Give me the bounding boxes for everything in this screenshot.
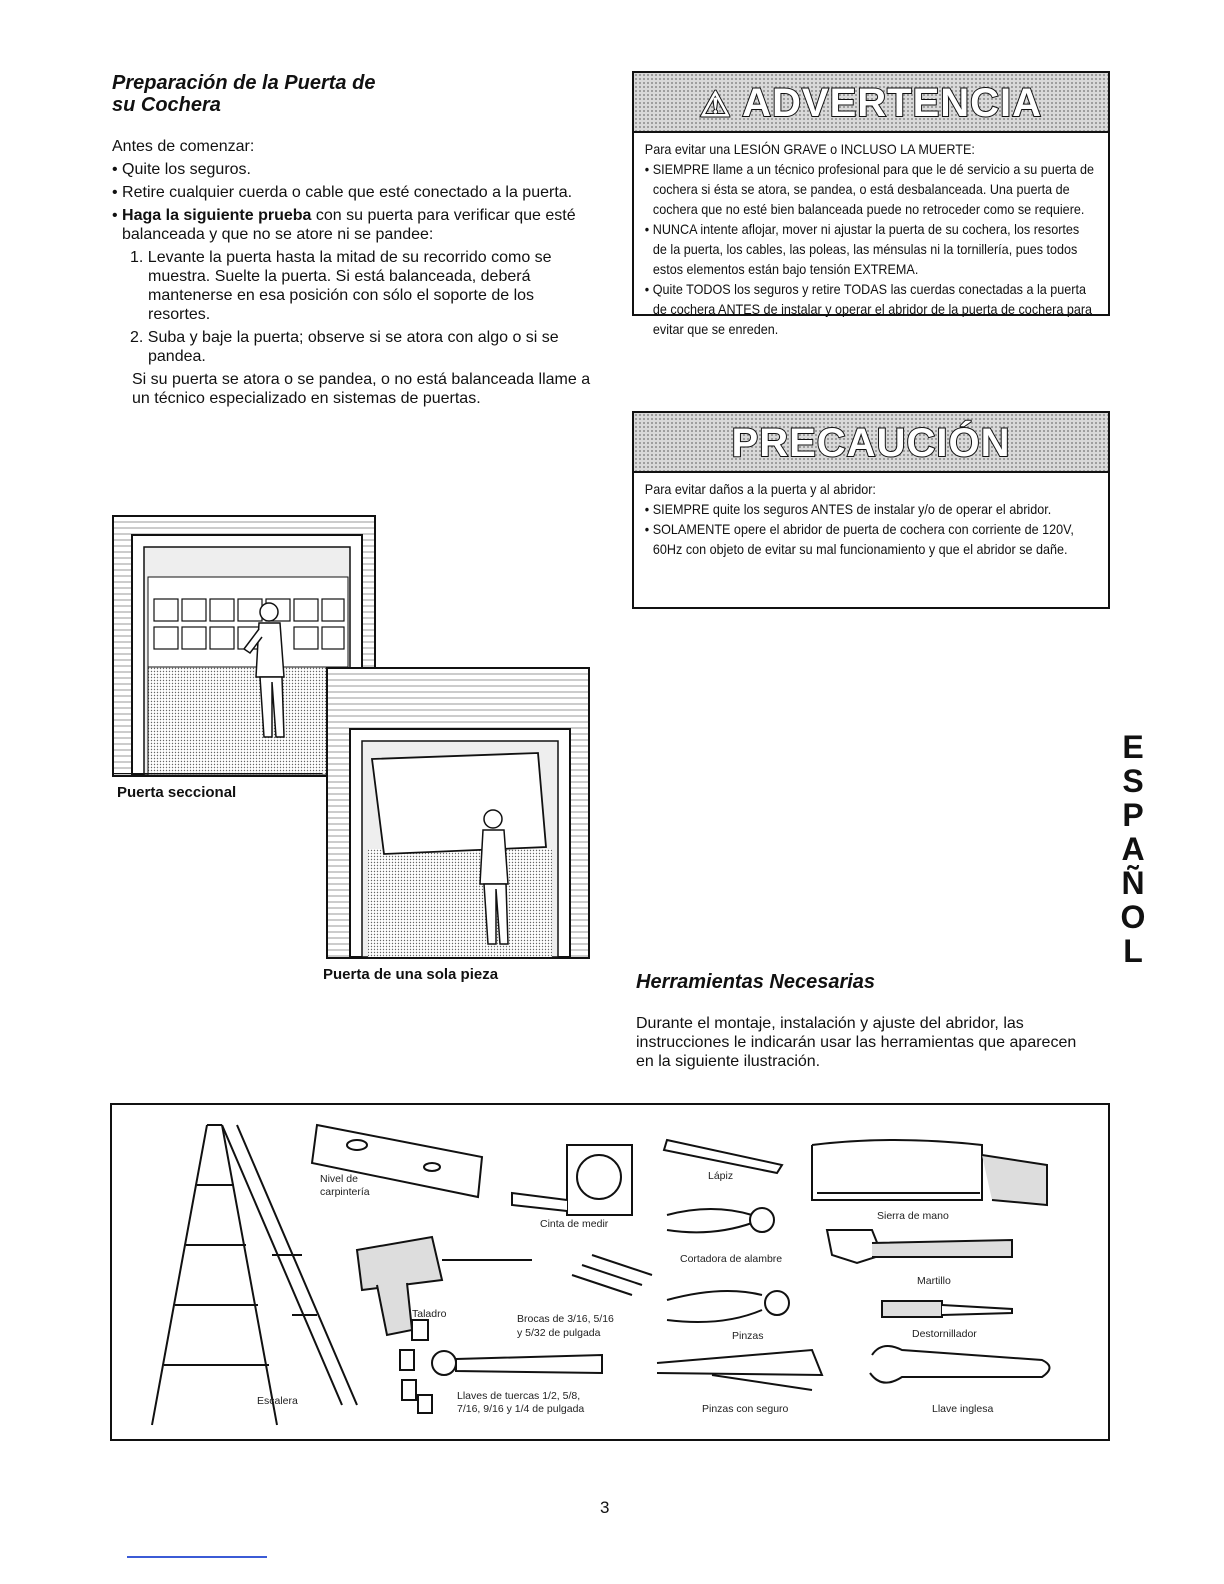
- caption-sectional: Puerta seccional: [117, 784, 237, 801]
- warning-text: [634, 133, 1104, 347]
- caution-text: [634, 473, 1104, 567]
- bullet-text: Quite los seguros.: [122, 161, 251, 178]
- caution-item: • SIEMPRE quite los seguros ANTES de instalar y/o de operar el abridor.: [644, 501, 1052, 517]
- label-drill: Taladro: [412, 1308, 447, 1320]
- one-piece-door-drawing: [328, 669, 588, 957]
- tools-drawing: [112, 1105, 1108, 1439]
- caution-item: • SOLAMENTE opere el abridor de puerta de cochera con corriente de 120V, 60Hz con objeto de evitar su mal funcionamiento y que el abridor se dañe.: [644, 521, 1074, 557]
- label-sockets-2: 7/16, 9/16 y 1/4 de pulgada: [457, 1403, 585, 1415]
- caution-banner: [634, 413, 1108, 473]
- label-sockets-1: Llaves de tuercas 1/2, 5/8,: [457, 1390, 581, 1402]
- heading-line-2: su Cochera: [112, 94, 221, 116]
- warning-banner: [634, 73, 1108, 133]
- warning-intro: Para evitar una LESIÓN GRAVE o INCLUSO LA MUERTE:: [644, 141, 975, 157]
- footer-rule: [127, 1556, 267, 1558]
- bullet-text: con su puerta para verificar que esté balanceada y que no se atore ni se pandee:: [122, 207, 576, 243]
- tools-intro: Durante el montaje, instalación y ajuste del abridor, las instrucciones le indicarán usar las herramientas que aparecen en la siguiente ilustración.: [636, 1015, 1077, 1070]
- bullet-text: Retire cualquier cuerda o cable que esté conectado a la puerta.: [122, 184, 573, 201]
- label-bits-1: Brocas de 3/16, 5/16: [517, 1313, 614, 1325]
- language-tab: [1113, 730, 1153, 968]
- tab-letter: L: [1123, 933, 1143, 969]
- tab-letter: O: [1120, 899, 1146, 935]
- warning-item-text: Quite TODOS los seguros y retire TODAS las cuerdas conectadas a la puerta de cochera ANTES de instalar y operar el abridor de la puerta de cochera para evitar que se enreden.: [652, 281, 1093, 337]
- label-bits-2: y 5/32 de pulgada: [517, 1327, 601, 1339]
- tab-letter: S: [1122, 763, 1144, 799]
- after-steps-text: Si su puerta se atora o se pandea, o no está balanceada llame a un técnico especializado en sistemas de puertas.: [132, 371, 591, 407]
- one-piece-door-illustration: [326, 667, 590, 959]
- tab-letter: E: [1122, 729, 1144, 765]
- step-2: 2. Suba y baje la puerta; observe si se atora con algo o si se pandea.: [130, 329, 559, 365]
- warning-item-text: NUNCA intente aflojar, mover ni ajustar la puerta de su cochera, los resortes de la puerta, los cables, las poleas, las ménsulas ni la tornillería, pues todos estos elementos están bajo tensión EXTREMA.: [652, 221, 1080, 277]
- bullet-test: • Haga la siguiente prueba con su puerta para verificar que esté balanceada y que no se atore ni se pandee:: [112, 207, 576, 243]
- tab-letter: A: [1121, 831, 1145, 867]
- warning-item: • NUNCA intente aflojar, mover ni ajustar la puerta de su cochera, los resortes de la puerta, los cables, las poleas, las ménsulas ni la tornillería, pues todos estos elementos están bajo tensión EXTREMA.: [644, 221, 1080, 277]
- warning-item: • SIEMPRE llame a un técnico profesional para que le dé servicio a su puerta de cochera si ésta se atora, se pandea, o está desbalanceada. Una puerta de cochera que no esté bien balanceada puede no retroceder como se requiere.: [644, 161, 1094, 217]
- tools-illustration: [110, 1103, 1110, 1441]
- label-hammer: Martillo: [917, 1275, 951, 1287]
- caution-intro: Para evitar daños a la puerta y al abridor:: [644, 481, 876, 497]
- warning-triangle-icon: ⚠: [699, 86, 732, 124]
- label-wire-cutter: Cortadora de alambre: [680, 1253, 783, 1265]
- caption-one-piece: Puerta de una sola pieza: [323, 966, 499, 983]
- intro-text: Antes de comenzar:: [112, 138, 255, 155]
- bullet-locks: • Quite los seguros.: [112, 161, 251, 178]
- label-locking-pliers: Pinzas con seguro: [702, 1403, 789, 1415]
- preparation-text: [112, 137, 592, 412]
- warning-item: • Quite TODOS los seguros y retire TODAS las cuerdas conectadas a la puerta de cochera ANTES de instalar y operar el abridor de la puerta de cochera para evitar que se enreden.: [644, 281, 1093, 337]
- warning-item-text: SIEMPRE llame a un técnico profesional para que le dé servicio a su puerta de cochera si ésta se atora, se pandea, o está desbalanceada. Una puerta de cochera que no esté bien balanceada puede no retroceder como se requiere.: [652, 161, 1094, 217]
- label-level-2: carpintería: [320, 1186, 370, 1198]
- label-tape: Cinta de medir: [540, 1218, 609, 1230]
- label-saw: Sierra de mano: [877, 1210, 949, 1222]
- heading-line-1: Preparación de la Puerta de: [112, 72, 376, 94]
- label-pliers: Pinzas: [732, 1330, 764, 1342]
- warning-title-text: ADVERTENCIA: [742, 81, 1043, 125]
- tab-letter: Ñ: [1121, 865, 1145, 901]
- page-number: 3: [600, 1498, 610, 1517]
- caption-rule: [112, 773, 322, 774]
- step-1: 1. Levante la puerta hasta la mitad de su recorrido como se muestra. Suelte la puerta. Si está balanceada, deberá mantenerse en esa posición con sólo el soporte de los resortes.: [130, 249, 552, 323]
- bullet-ropes: • Retire cualquier cuerda o cable que esté conectado a la puerta.: [112, 184, 573, 201]
- warning-box: [632, 71, 1110, 337]
- warning-title: [634, 81, 1108, 126]
- label-ladder: Escalera: [257, 1395, 298, 1407]
- caution-box: [632, 411, 1110, 609]
- caution-title: PRECAUCIÓN: [731, 421, 1011, 465]
- label-pencil: Lápiz: [708, 1170, 734, 1182]
- caution-item-text: SIEMPRE quite los seguros ANTES de instalar y/o de operar el abridor.: [652, 501, 1052, 517]
- tab-letter: P: [1122, 797, 1144, 833]
- section-heading-herramientas: Herramientas Necesarias: [636, 971, 876, 993]
- caution-item-text: SOLAMENTE opere el abridor de puerta de cochera con corriente de 120V, 60Hz con objeto de evitar su mal funcionamiento y que el abridor se dañe.: [652, 521, 1074, 557]
- bullet-bold: Haga la siguiente prueba: [122, 207, 312, 224]
- label-level-1: Nivel de: [320, 1173, 358, 1185]
- section-heading-preparacion: [112, 72, 375, 116]
- label-screwdriver: Destornillador: [912, 1328, 977, 1340]
- label-wrench: Llave inglesa: [932, 1403, 994, 1415]
